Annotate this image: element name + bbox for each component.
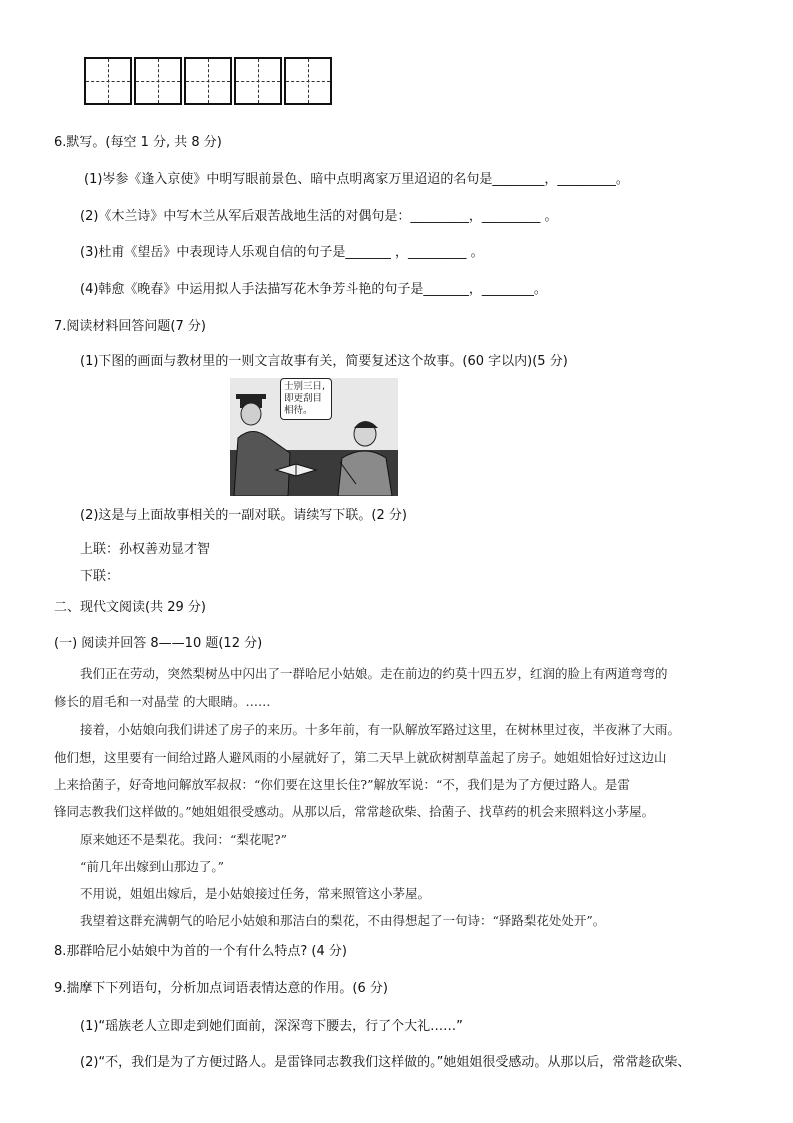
passage-line: “前几年出嫁到山那边了。” (80, 859, 225, 874)
passage-line: 他们想，这里要有一间给过路人避风雨的小屋就好了，第二天早上就砍树割草盖起了房子。她姐姐恰好过这边山 (54, 750, 667, 765)
question-7-sub-2: (2)这是与上面故事相关的一副对联。请续写下联。(2 分) (80, 508, 407, 523)
question-9-title: 9.揣摩下下列语句，分析加点词语表情达意的作用。(6 分) (54, 981, 388, 996)
couplet-upper: 上联：孙权善劝显才智 (80, 542, 211, 557)
passage-line: 原来她还不是梨花。我问：“梨花呢?” (80, 832, 287, 847)
bubble-line: 士别三日, (284, 381, 326, 392)
story-illustration (230, 378, 398, 496)
section-heading: 二、现代文阅读(共 29 分) (54, 600, 206, 615)
passage-line: 锋同志教我们这样做的。”她姐姐很受感动。从那以后，常常趁砍柴、拾菌子、找草药的机会来照料这小茅屋。 (54, 804, 655, 819)
question-7-sub-1: (1)下图的画面与教材里的一则文言故事有关，简要复述这个故事。(60 字以内)(5 分) (80, 354, 568, 369)
part-heading: (一) 阅读并回答 8——10 题(12 分) (54, 636, 263, 651)
question-9-item-1: (1)“瑶族老人立即走到她们面前，深深弯下腰去，行了个大礼……” (80, 1019, 463, 1034)
question-8: 8.那群哈尼小姑娘中为首的一个有什么特点? (4 分) (54, 944, 347, 959)
question-6-title: 6.默写。(每空 1 分, 共 8 分) (54, 135, 222, 150)
speech-bubble (280, 378, 332, 420)
question-7-title: 7.阅读材料回答问题(7 分) (54, 319, 206, 334)
passage-line: 修长的眉毛和一对晶莹 的大眼睛。…… (54, 694, 271, 709)
bubble-line: 相待。 (284, 405, 313, 416)
passage-line: 我望着这群充满朝气的哈尼小姑娘和那洁白的梨花，不由得想起了一句诗：“驿路梨花处处开”。 (80, 913, 606, 928)
passage-line: 我们正在劳动，突然梨树丛中闪出了一群哈尼小姑娘。走在前边的约莫十四五岁，红润的脸上有两道弯弯的 (80, 666, 668, 681)
passage-line: 上来拾菌子，好奇地问解放军叔叔：“你们要在这里长住?”解放军说：“不，我们是为了方便过路人。是雷 (54, 777, 630, 792)
grid-cell[interactable] (284, 57, 332, 105)
passage-line: 不用说，姐姐出嫁后，是小姑娘接过任务，常来照管这小茅屋。 (80, 886, 431, 901)
couplet-lower[interactable]: 下联： (80, 569, 120, 584)
grid-cell[interactable] (84, 57, 132, 105)
passage-line: 接着，小姑娘向我们讲述了房子的来历。十多年前，有一队解放军路过这里，在树林里过夜，半夜淋了大雨。 (80, 722, 681, 737)
grid-cell[interactable] (184, 57, 232, 105)
question-6-item-4: (4)韩愈《晚春》中运用拟人手法描写花木争芳斗艳的句子是_______，________。 (80, 282, 547, 297)
question-6-item-2: (2)《木兰诗》中写木兰从军后艰苦战地生活的对偶句是：_________，_________ 。 (80, 209, 558, 224)
writing-grid (84, 57, 332, 107)
question-6-item-3: (3)杜甫《望岳》中表现诗人乐观自信的句子是_______ ，_________ 。 (80, 245, 484, 260)
grid-cell[interactable] (234, 57, 282, 105)
grid-cell[interactable] (134, 57, 182, 105)
question-9-item-2: (2)“不，我们是为了方便过路人。是雷锋同志教我们这样做的。”她姐姐很受感动。从那以后，常常趁砍柴、 (80, 1055, 691, 1070)
question-6-item-1: (1)岑参《逢入京使》中明写眼前景色、暗中点明离家万里迢迢的名句是________，_________。 (84, 172, 629, 187)
bubble-line: 即更刮目 (284, 393, 323, 404)
